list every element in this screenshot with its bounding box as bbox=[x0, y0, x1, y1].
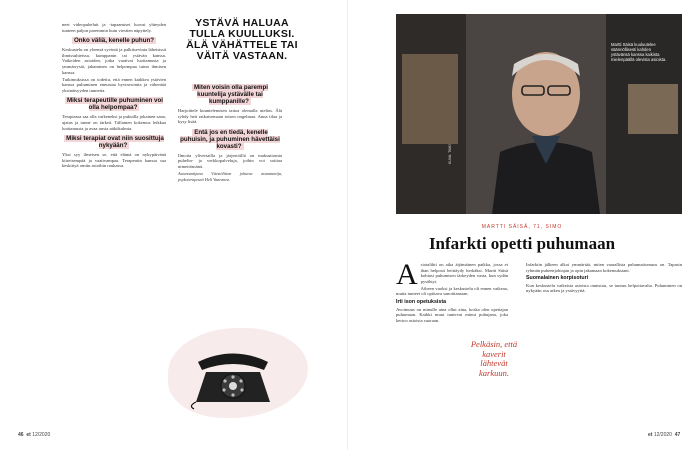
body-text: Aiheen vuoksi ja keskustelu oli ennen vaikeaa, mutta tunteet oli opittava sanoittamaan. bbox=[396, 285, 508, 297]
page-number: 47 bbox=[674, 432, 681, 438]
heading-popular: Miksi terapiat ovat niin suosittuja nykyään? bbox=[66, 135, 164, 150]
rotary-phone-icon bbox=[188, 340, 278, 410]
right-folio bbox=[648, 432, 680, 438]
right-page bbox=[348, 0, 696, 450]
pull-quote: YSTÄVÄ HALUAA TULLA KUULLUKSI. ÄLÄ VÄHÄTTELE TAI VÄITÄ VASTAAN. bbox=[186, 17, 298, 62]
subheading-soldier: Suomalainen korpisoturi bbox=[526, 275, 589, 282]
body-text: Tutkimuksissa on todettu, että ennen kaikkea ystävien kanssa puhuminen ennustaa hyvinvointia ja vähentää yksinäisyyden tunnetta. bbox=[62, 76, 166, 93]
left-folio bbox=[18, 432, 50, 438]
intro-text: neet videopuheluit ja -tapaamiset luovat yhteyden tunteen paljon paremmin kuin viestien näpyttely. bbox=[62, 22, 166, 33]
body-text: Infarktin jälkeen alkoi ymmärtää, miten vaarallista puhumattomuus on. Tapasin ryhmän puheenjohtajan ja opin jakamaan kokemuksiani. bbox=[526, 262, 682, 273]
magazine-name: et bbox=[648, 432, 653, 438]
pull-quote-right: Pelkäsin, että kaverit lähtevät karkuun. bbox=[470, 339, 518, 378]
article-title: Infarkti opetti puhumaan bbox=[428, 234, 616, 253]
issue-number: 12/2020 bbox=[32, 432, 51, 438]
body-text: siotalihti on aika äijämäinen paikka, jossa ei ihan helposti heittäydy herkäksi. Martti Säisä kohtasi puhumisen tärkeyden vasta, kun sydän pysähtyi. bbox=[420, 262, 508, 284]
issue-number: 12/2020 bbox=[653, 432, 672, 438]
body-text: Harjoittele kuuntelemisen taitoa olemalla utelias. Älä ryhdy heti ratkaisemaan toisen ongelmaa. Anna tilaa ja kysy lisää. bbox=[178, 108, 282, 125]
heading-therapist: Miksi terapeutille puhuminen voi olla helpompaa? bbox=[67, 97, 163, 112]
magazine-name: et bbox=[26, 432, 31, 438]
heading-listener: Miten voisin olla parempi kuuntelija ystävälle tai kumppanille? bbox=[194, 84, 268, 105]
left-col-2 bbox=[178, 80, 282, 280]
body-text: Keskustelu on yleensä syvintä ja palkitsevinta läheisissä ihmissuhteissa, kumppanin tai ystävän kanssa. Vaikeiden asioiden, jotka vaativat luottamusta ja ymmärrystä, jakaminen on helpompaa tutun ihmisen kanssa. bbox=[62, 47, 166, 75]
right-col-2 bbox=[526, 262, 682, 430]
portrait-photo bbox=[396, 14, 682, 214]
subheading-lessons: Irti ison opetuksista bbox=[396, 299, 447, 306]
body-text: Ilmoita ylivertailla ja järjestöillä on maksuttomia puhelin- ja verkkopalveluja, joihin voi soittaa nimettömänä. bbox=[178, 152, 282, 169]
drop-cap: A bbox=[396, 262, 418, 291]
body-text: Yksi syy ilmeisen se, että elämä on nykypäivänä kiireisempää ja vaativampaa. Terapeutin kanssa saa keskittyä omiin asioihin rauhassa. bbox=[62, 152, 166, 169]
body-text: Terapiassa saa olla vaikeneksi ja pukuilla jokainen sana, ajatus ja tunne on tärkeä. Tällainen kokemus leikkaa luottamusta ja avaa uusia näkökulmia. bbox=[62, 114, 166, 131]
left-col-1 bbox=[62, 22, 166, 432]
kicker: MARTTI SÄISÄ, 71, SIMO bbox=[481, 224, 563, 230]
heading-who: Onko väliä, kenelle puhun? bbox=[73, 37, 155, 45]
photo-caption: Martti Säisä kuuluutelee säännöllisesti kahden ystävänsä kanssa kaikista mielenpäällä olevista asioista. bbox=[611, 42, 667, 62]
heading-ashamed: Entä jos en tiedä, kenelle puhuisin, ja puhuminen hävettäisi kovasti? bbox=[180, 128, 280, 150]
page-number: 46 bbox=[18, 432, 24, 438]
photo-credit: KUVA: TIMO bbox=[448, 144, 452, 164]
body-text: Kun keskustelu vaikeista asioista onnistuu, se tuntuu helpottavalta. Puhuminen on nykyään osa arkea ja ystävyyttä. bbox=[526, 282, 682, 294]
body-text: Avoimuus on minulle aina ollut aina, koska olen opettajan puhumaan. Kaikki muut tuntevat minut puhujana, joka kertoo asioista suoraan. bbox=[396, 306, 508, 323]
source-note: Asiantuntijana Väestöliiton johtava asiantuntija, psykoterapeutti Heli Vaaranen. bbox=[178, 171, 282, 182]
